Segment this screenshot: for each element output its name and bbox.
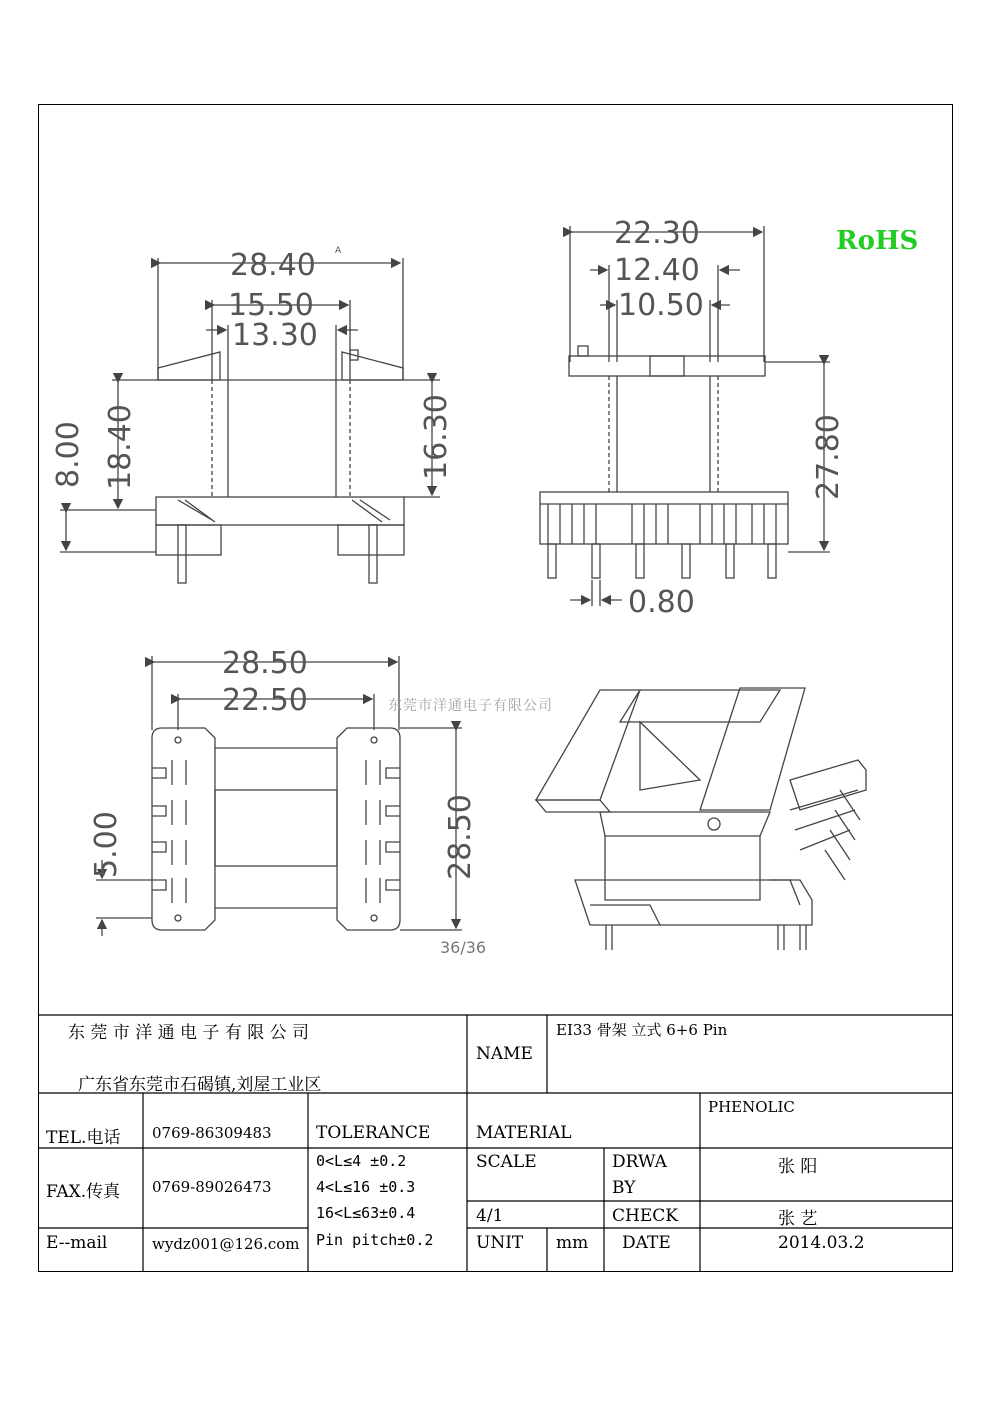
page-label: 36/36: [440, 938, 487, 957]
dim-d: 18.40: [103, 404, 138, 490]
dim-j: 12.40: [614, 253, 700, 288]
dim-i: 22.30: [614, 216, 700, 251]
tolerance-line-3: 16<L≤63±0.4: [316, 1204, 416, 1222]
fax-value: 0769-89026473: [152, 1178, 272, 1196]
dim-h: 0.80: [628, 585, 695, 620]
company-name: 东 莞 市 洋 通 电 子 有 限 公 司: [68, 1023, 310, 1043]
drawn-value: 张 阳: [778, 1157, 818, 1177]
dim-o: 28.50: [443, 794, 478, 880]
check-label: CHECK: [612, 1206, 678, 1226]
dim-g: 27.80: [811, 414, 846, 500]
material-label: MATERIAL: [476, 1123, 572, 1143]
dim-l: 28.50: [222, 646, 308, 681]
scale-value: 4/1: [476, 1206, 504, 1226]
tolerance-line-2: 4<L≤16 ±0.3: [316, 1178, 416, 1196]
part-name: EI33 骨架 立式 6+6 Pin: [556, 1021, 728, 1039]
tolerance-label: TOLERANCE: [316, 1123, 431, 1143]
name-label: NAME: [476, 1044, 533, 1064]
email-value: wydz001@126.com: [152, 1235, 300, 1253]
tolerance-line-1: 0<L≤4 ±0.2: [316, 1152, 407, 1170]
tag-a: A: [335, 246, 342, 256]
fax-label: FAX.传真: [46, 1182, 121, 1202]
scale-label: SCALE: [476, 1152, 537, 1172]
unit-value: mm: [556, 1233, 589, 1253]
rohs-mark: RoHS: [836, 226, 919, 256]
email-label: E--mail: [46, 1233, 108, 1253]
dim-e: 8.00: [51, 421, 86, 488]
material-value: PHENOLIC: [708, 1098, 795, 1116]
drawn-label-1: DRWA: [612, 1152, 667, 1172]
company-address: 广东省东莞市石碣镇,刘屋工业区: [78, 1075, 322, 1095]
tel-label: TEL.电话: [46, 1128, 121, 1148]
check-value: 张 艺: [778, 1209, 818, 1229]
tel-value: 0769-86309483: [152, 1124, 272, 1142]
date-label: DATE: [622, 1233, 671, 1253]
dim-n: 5.00: [89, 811, 124, 878]
drawn-label-2: BY: [612, 1178, 636, 1198]
dim-c: 13.30: [232, 318, 318, 353]
dim-a: 28.40: [230, 248, 316, 283]
date-value: 2014.03.2: [778, 1233, 865, 1253]
dim-k: 10.50: [618, 288, 704, 323]
dim-f: 16.30: [419, 394, 454, 480]
unit-label: UNIT: [476, 1233, 524, 1253]
watermark: 东莞市洋通电子有限公司: [388, 698, 553, 714]
dim-b: 15.50: [228, 288, 314, 323]
dim-m: 22.50: [222, 683, 308, 718]
tolerance-line-4: Pin pitch±0.2: [316, 1231, 434, 1249]
